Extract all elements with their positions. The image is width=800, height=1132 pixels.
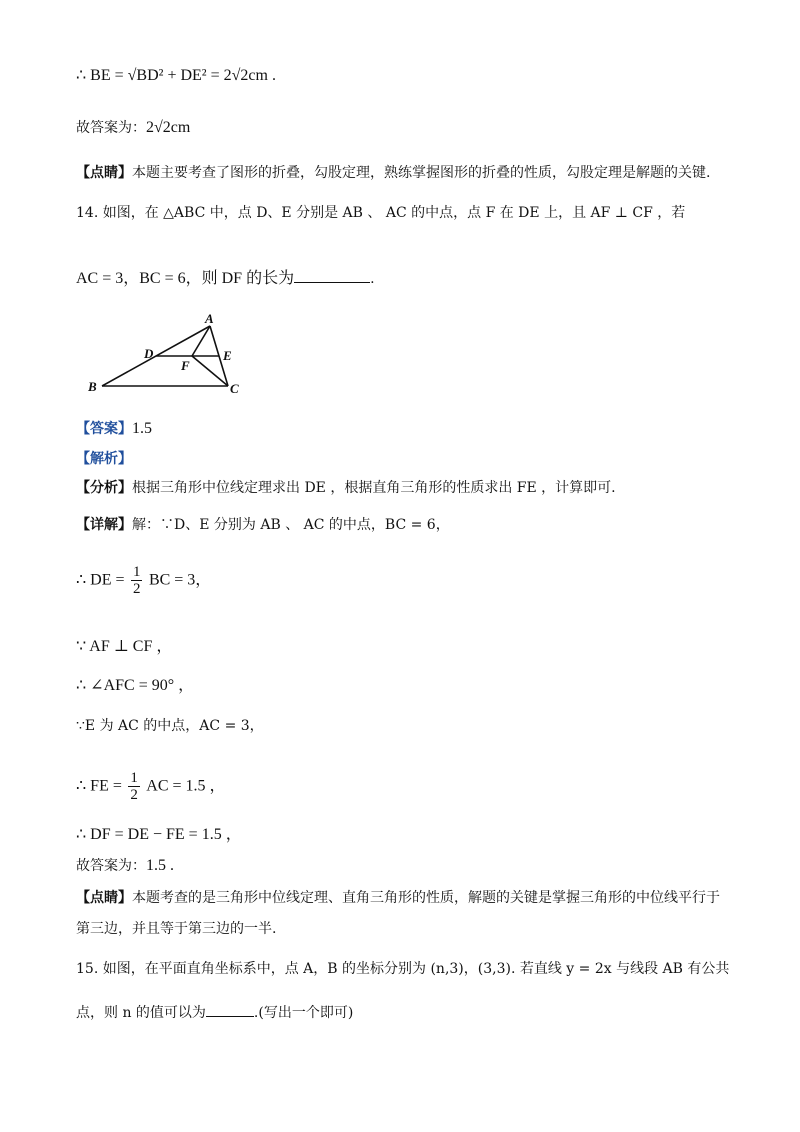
q14-dianjing-line2: 第三边，并且等于第三边的一半. <box>76 921 277 937</box>
q14-step5: ∴ FE = $\frac{1}{2}$ AC = 1.5 ， <box>76 770 226 803</box>
be-answer: 故答案为：2√2cm <box>76 119 191 136</box>
q14-step3: ∴ ∠AFC = 90° ， <box>76 677 195 694</box>
q15-line2: 点，则 n 的值可以为 .(写出一个即可) <box>76 1005 354 1021</box>
q14-stem-line1: 14. 如图，在 △ABC 中，点 D、E 分别是 AB 、 AC 的中点，点 F 在 DE 上，且 AF ⊥ CF ，若 <box>76 205 686 221</box>
q14-step6: ∴ DF = DE − FE = 1.5 ， <box>76 826 242 843</box>
label-b: B <box>88 379 97 394</box>
q14-step1: ∴ DE = $\frac{1}{2}$ BC = 3， <box>76 564 212 597</box>
label-e: E <box>223 348 232 363</box>
q14-answer: 【答案】1.5 <box>76 420 152 437</box>
label-f: F <box>181 358 190 373</box>
q14-fenxi: 【分析】根据三角形中位线定理求出 DE ，根据直角三角形的性质求出 FE ，计算即可. <box>76 480 616 496</box>
q15-answer-blank <box>206 1004 254 1017</box>
triangle-figure <box>88 312 258 402</box>
q14-final-answer: 故答案为：1.5 . <box>76 857 174 874</box>
q14-stem-line2: AC = 3，BC = 6，则 DF 的长为 . <box>76 270 375 287</box>
answer-blank <box>294 270 370 283</box>
q14-step4: ∵E 为 AC 的中点，AC = 3， <box>76 718 264 734</box>
q14-step2: ∵ AF ⊥ CF ， <box>76 638 173 655</box>
prev-comment: 【点睛】本题主要考查了图形的折叠，勾股定理，熟练掌握图形的折叠的性质，勾股定理是解题的关键. <box>76 165 711 181</box>
label-a: A <box>205 312 214 326</box>
label-d: D <box>144 346 154 361</box>
q14-analysis-tag: 【解析】 <box>76 451 132 467</box>
q15-line1: 15. 如图，在平面直角坐标系中，点 A，B 的坐标分别为 (n,3)，(3,3). 若直线 y = 2x 与线段 AB 有公共 <box>76 961 730 977</box>
be-formula: ∴ BE = √BD² + DE² = 2√2cm . <box>76 67 276 84</box>
label-c: C <box>230 381 239 396</box>
q14-dianjing-line1: 【点睛】本题考查的是三角形中位线定理、直角三角形的性质，解题的关键是掌握三角形的中位线平行于 <box>76 890 720 906</box>
q14-xiangjie: 【详解】解：∵D、E 分别为 AB 、 AC 的中点，BC = 6， <box>76 517 450 533</box>
